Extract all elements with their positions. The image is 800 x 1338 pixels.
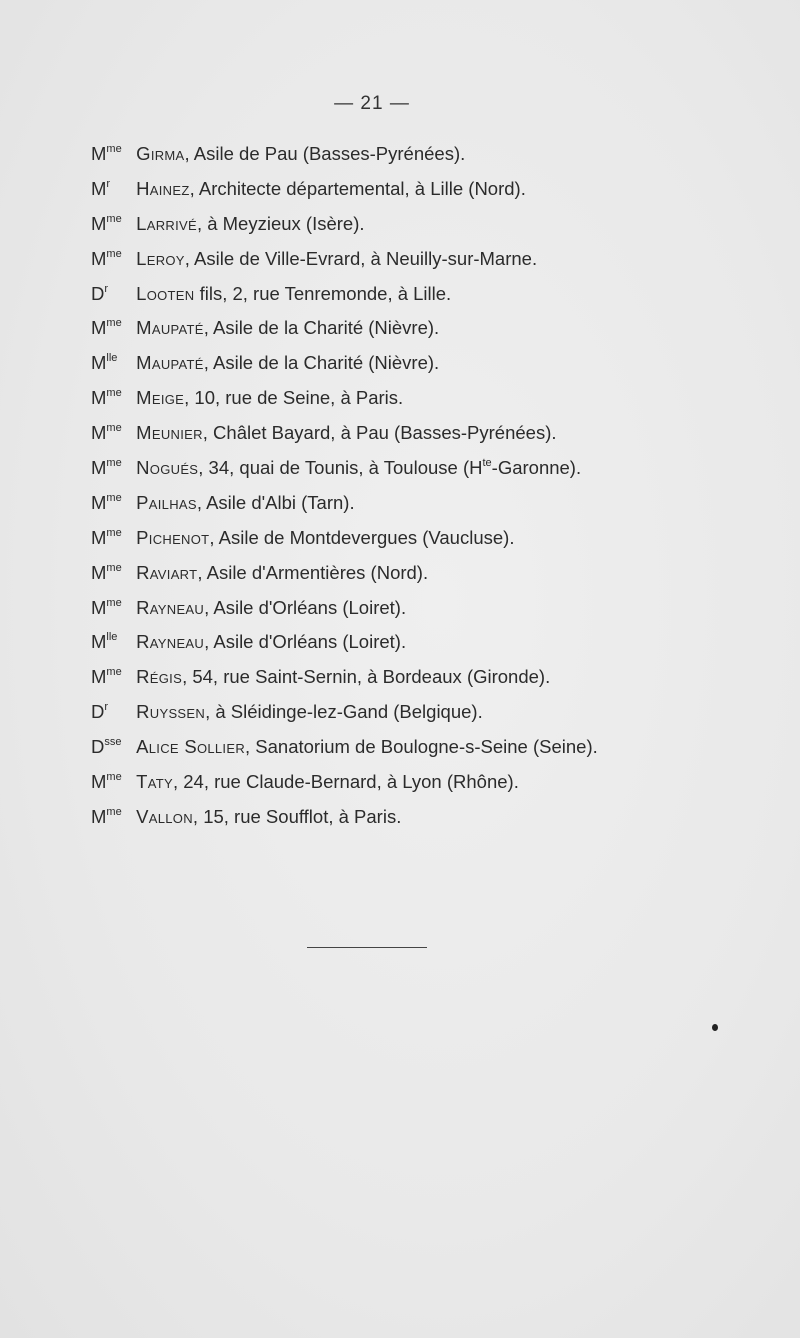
member-address: , Asile d'Orléans (Loiret). bbox=[204, 631, 407, 653]
member-name: Pichenot bbox=[136, 526, 210, 548]
honorific-base: M bbox=[91, 387, 107, 409]
honorific-superscript: me bbox=[106, 561, 122, 574]
list-item bbox=[91, 695, 781, 730]
member-address: , 54, rue Saint-Sernin, à Bordeaux (Gironde). bbox=[182, 666, 551, 688]
honorific-base: M bbox=[91, 143, 107, 164]
member-address: , Asile de Ville-Evrard, à Neuilly-sur-Marne. bbox=[184, 247, 538, 269]
list-item bbox=[91, 137, 781, 172]
list-item bbox=[91, 556, 781, 591]
list-item bbox=[91, 277, 781, 312]
member-list bbox=[91, 137, 781, 835]
ink-speck bbox=[712, 1024, 718, 1031]
honorific bbox=[91, 346, 131, 381]
member-address: , Asile de la Charité (Nièvre). bbox=[203, 352, 440, 374]
honorific-superscript: lle bbox=[106, 352, 118, 365]
list-item bbox=[91, 311, 781, 346]
member-name: Régis bbox=[136, 666, 183, 688]
list-item bbox=[91, 172, 781, 207]
honorific bbox=[91, 416, 131, 451]
list-item bbox=[91, 346, 781, 381]
honorific-superscript: r bbox=[104, 701, 109, 714]
end-rule bbox=[307, 947, 427, 948]
member-address: fils, 2, rue Tenremonde, à Lille. bbox=[194, 282, 452, 304]
address-superscript: te bbox=[482, 457, 492, 470]
honorific-base: M bbox=[91, 491, 107, 513]
list-item bbox=[91, 591, 781, 626]
member-name: Nogués bbox=[136, 457, 199, 479]
honorific-base: M bbox=[91, 317, 107, 339]
member-name: Taty bbox=[136, 771, 173, 793]
member-address: , Sanatorium de Boulogne-s-Seine (Seine). bbox=[245, 736, 598, 758]
member-name: Larrivé bbox=[136, 212, 197, 234]
honorific-base: M bbox=[91, 457, 107, 479]
member-name: Meige bbox=[136, 387, 185, 409]
member-address: , 15, rue Soufflot, à Paris. bbox=[192, 805, 402, 827]
member-name: Ruyssen bbox=[136, 701, 206, 723]
honorific-superscript: lle bbox=[106, 631, 118, 644]
list-item bbox=[91, 521, 781, 556]
honorific bbox=[91, 765, 131, 800]
member-address: , 10, rue de Seine, à Paris. bbox=[184, 387, 404, 409]
list-item bbox=[91, 730, 781, 765]
honorific bbox=[91, 660, 131, 695]
honorific bbox=[91, 591, 131, 626]
list-item bbox=[91, 451, 781, 486]
member-name: Pailhas bbox=[136, 491, 197, 513]
member-address: , 24, rue Claude-Bernard, à Lyon (Rhône). bbox=[172, 771, 519, 793]
honorific-base: M bbox=[91, 561, 107, 583]
list-item bbox=[91, 207, 781, 242]
member-address: , Asile de Pau (Basses-Pyrénées). bbox=[184, 143, 466, 164]
honorific bbox=[91, 381, 131, 416]
honorific bbox=[91, 137, 131, 172]
honorific-base: D bbox=[91, 282, 105, 304]
member-address-end: -Garonne). bbox=[491, 457, 582, 479]
honorific-base: M bbox=[91, 177, 107, 199]
member-name: Maupaté bbox=[136, 317, 204, 339]
member-name: Vallon bbox=[136, 805, 193, 827]
honorific-superscript: me bbox=[106, 317, 122, 330]
honorific-superscript: r bbox=[106, 177, 111, 190]
honorific bbox=[91, 730, 131, 765]
member-address: , Asile de Montdevergues (Vaucluse). bbox=[209, 526, 515, 548]
honorific bbox=[91, 172, 131, 207]
honorific-base: D bbox=[91, 701, 105, 723]
honorific-superscript: me bbox=[106, 771, 122, 784]
member-name: Leroy bbox=[136, 247, 185, 269]
honorific bbox=[91, 207, 131, 242]
member-address: , Asile d'Orléans (Loiret). bbox=[204, 596, 407, 618]
honorific-superscript: me bbox=[106, 526, 122, 539]
member-name: Hainez bbox=[136, 177, 190, 199]
honorific-superscript: me bbox=[106, 666, 122, 679]
honorific-base: D bbox=[91, 736, 105, 758]
honorific bbox=[91, 695, 131, 730]
honorific-superscript: me bbox=[106, 596, 122, 609]
list-item bbox=[91, 416, 781, 451]
honorific-superscript: r bbox=[104, 282, 109, 295]
honorific-base: M bbox=[91, 631, 107, 653]
honorific-superscript: me bbox=[106, 457, 122, 470]
member-address: , 34, quai de Tounis, à Toulouse (H bbox=[198, 457, 483, 479]
list-item bbox=[91, 242, 781, 277]
honorific bbox=[91, 277, 131, 312]
honorific-base: M bbox=[91, 596, 107, 618]
member-name: Alice Sollier bbox=[136, 736, 246, 758]
list-item bbox=[91, 660, 781, 695]
honorific-base: M bbox=[91, 805, 107, 827]
list-item bbox=[91, 486, 781, 521]
member-address: , Architecte départemental, à Lille (Nord). bbox=[189, 177, 526, 199]
honorific bbox=[91, 242, 131, 277]
honorific-base: M bbox=[91, 352, 107, 374]
member-name: Meunier bbox=[136, 422, 203, 444]
list-item bbox=[91, 381, 781, 416]
honorific-base: M bbox=[91, 212, 107, 234]
list-item bbox=[91, 800, 781, 835]
member-name: Girma bbox=[136, 143, 185, 164]
honorific-base: M bbox=[91, 666, 107, 688]
honorific bbox=[91, 451, 131, 486]
list-item bbox=[91, 765, 781, 800]
member-address: , Châlet Bayard, à Pau (Basses-Pyrénées). bbox=[202, 422, 557, 444]
honorific bbox=[91, 625, 131, 660]
member-address: , Asile d'Armentières (Nord). bbox=[197, 561, 429, 583]
honorific-base: M bbox=[91, 526, 107, 548]
page-number: — 21 — bbox=[334, 93, 410, 114]
honorific-superscript: sse bbox=[104, 736, 122, 749]
member-address: , Asile d'Albi (Tarn). bbox=[196, 491, 355, 513]
honorific-superscript: me bbox=[106, 247, 122, 260]
member-name: Rayneau bbox=[136, 596, 205, 618]
member-name: Rayneau bbox=[136, 631, 205, 653]
honorific-superscript: me bbox=[106, 143, 122, 155]
member-address: , à Sléidinge-lez-Gand (Belgique). bbox=[205, 701, 483, 723]
honorific bbox=[91, 486, 131, 521]
honorific bbox=[91, 556, 131, 591]
honorific bbox=[91, 521, 131, 556]
honorific bbox=[91, 800, 131, 835]
honorific-superscript: me bbox=[106, 805, 122, 818]
honorific-superscript: me bbox=[106, 491, 122, 504]
list-item bbox=[91, 625, 781, 660]
member-name: Maupaté bbox=[136, 352, 204, 374]
honorific-base: M bbox=[91, 422, 107, 444]
honorific bbox=[91, 311, 131, 346]
member-address: , à Meyzieux (Isère). bbox=[196, 212, 365, 234]
honorific-base: M bbox=[91, 771, 107, 793]
member-name: Looten bbox=[136, 282, 195, 304]
honorific-base: M bbox=[91, 247, 107, 269]
honorific-superscript: me bbox=[106, 422, 122, 435]
member-address: , Asile de la Charité (Nièvre). bbox=[203, 317, 440, 339]
honorific-superscript: me bbox=[106, 212, 122, 225]
honorific-superscript: me bbox=[106, 387, 122, 400]
member-name: Raviart bbox=[136, 561, 198, 583]
